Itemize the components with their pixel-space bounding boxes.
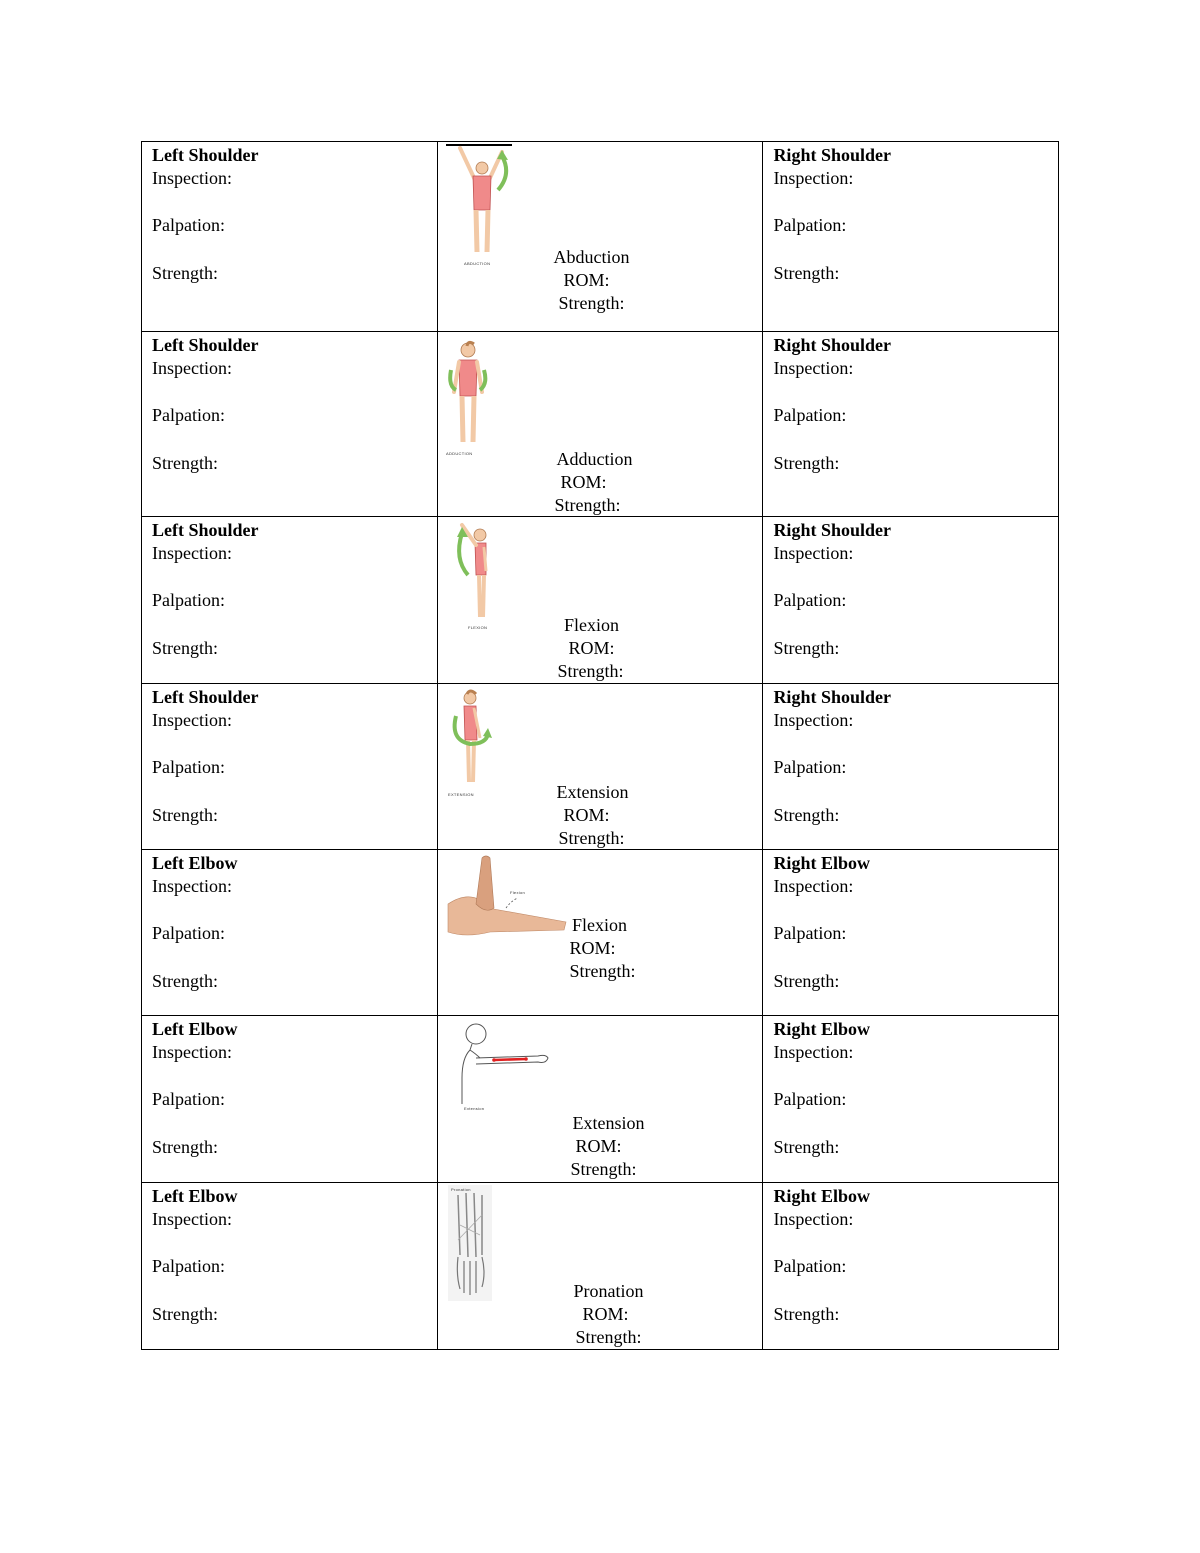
inspection-label: Inspection:: [152, 543, 232, 563]
strength-label: Strength:: [152, 971, 218, 991]
strength-label: Strength:: [773, 971, 840, 991]
inspection-label: Inspection:: [773, 168, 854, 188]
left-cell: [142, 517, 438, 684]
movement-strength-label: Strength:: [570, 1159, 637, 1179]
left-cell: [142, 1183, 438, 1350]
table-row: [142, 684, 1059, 850]
palpation-label: Palpation:: [773, 757, 847, 777]
joint-title: Right Elbow: [773, 1019, 870, 1039]
left-cell: [142, 332, 438, 517]
figure-caption: Extension: [463, 1106, 484, 1111]
joint-title: Left Elbow: [152, 853, 238, 873]
palpation-label: Palpation:: [152, 1089, 225, 1109]
joint-title: Right Elbow: [773, 1186, 870, 1206]
inspection-label: Inspection:: [152, 876, 232, 896]
figure-caption: Flexion: [509, 890, 525, 895]
palpation-label: Palpation:: [773, 215, 847, 235]
rom-label: ROM:: [582, 1304, 629, 1324]
movement-name: Adduction: [556, 449, 633, 469]
joint-title: Right Shoulder: [773, 145, 891, 165]
movement-text: [550, 914, 650, 983]
figure-caption: ABDUCTION: [463, 261, 490, 266]
right-cell: [763, 1016, 1059, 1183]
table-row: [142, 332, 1059, 517]
palpation-label: Palpation:: [152, 757, 225, 777]
inspection-label: Inspection:: [152, 710, 232, 730]
movement-text: [554, 1280, 664, 1349]
shoulder-abduction-figure-icon: [446, 144, 516, 269]
right-cell: [763, 1183, 1059, 1350]
figure-caption: Pronation: [450, 1187, 471, 1192]
shoulder-extension-figure-icon: [446, 686, 506, 798]
table-row: [142, 1183, 1059, 1350]
movement-cell: [437, 1016, 763, 1183]
palpation-label: Palpation:: [773, 590, 847, 610]
inspection-label: Inspection:: [773, 710, 854, 730]
left-cell: [142, 850, 438, 1016]
table-row: [142, 142, 1059, 332]
movement-strength-label: Strength:: [575, 1327, 642, 1347]
table-row: [142, 517, 1059, 684]
palpation-label: Palpation:: [152, 923, 225, 943]
joint-title: Right Elbow: [773, 853, 870, 873]
strength-label: Strength:: [773, 1137, 840, 1157]
joint-title: Right Shoulder: [773, 520, 891, 540]
movement-cell: [437, 332, 763, 517]
figure-caption: ADDUCTION: [445, 451, 473, 456]
elbow-extension-figure-icon: [446, 1018, 556, 1113]
strength-label: Strength:: [773, 638, 840, 658]
palpation-label: Palpation:: [773, 1256, 847, 1276]
movement-strength-label: Strength:: [554, 495, 621, 515]
joint-title: Right Shoulder: [773, 335, 891, 355]
strength-label: Strength:: [773, 805, 840, 825]
movement-cell: [437, 517, 763, 684]
movement-text: [542, 614, 642, 683]
table-row: [142, 1016, 1059, 1183]
palpation-label: Palpation:: [152, 590, 225, 610]
movement-name: Abduction: [553, 247, 630, 267]
strength-label: Strength:: [152, 1137, 218, 1157]
rom-label: ROM:: [569, 938, 616, 958]
shoulder-flexion-figure-icon: [446, 519, 506, 631]
left-cell: [142, 142, 438, 332]
figure-caption: EXTENSION: [447, 792, 474, 797]
movement-cell: [437, 1183, 763, 1350]
rom-label: ROM:: [575, 1136, 622, 1156]
palpation-label: Palpation:: [773, 923, 847, 943]
rom-label: ROM:: [563, 805, 610, 825]
right-cell: [763, 684, 1059, 850]
joint-title: Left Shoulder: [152, 145, 259, 165]
joint-title: Left Shoulder: [152, 687, 259, 707]
shoulder-adduction-figure-icon: [446, 334, 506, 459]
inspection-label: Inspection:: [152, 168, 232, 188]
movement-cell: [437, 850, 763, 1016]
figure-caption: FLEXION: [467, 625, 487, 630]
inspection-label: Inspection:: [152, 1042, 232, 1062]
palpation-label: Palpation:: [773, 1089, 847, 1109]
inspection-label: Inspection:: [773, 1042, 854, 1062]
right-cell: [763, 142, 1059, 332]
inspection-label: Inspection:: [773, 1209, 854, 1229]
movement-name: Extension: [556, 782, 629, 802]
joint-title: Left Shoulder: [152, 335, 259, 355]
joint-title: Right Shoulder: [773, 687, 891, 707]
strength-label: Strength:: [152, 638, 218, 658]
left-cell: [142, 1016, 438, 1183]
movement-text: [538, 781, 648, 850]
exam-table: [141, 141, 1059, 1350]
movement-name: Pronation: [573, 1281, 644, 1301]
joint-title: Left Elbow: [152, 1019, 238, 1039]
strength-label: Strength:: [152, 453, 218, 473]
rom-label: ROM:: [563, 270, 610, 290]
rom-label: ROM:: [560, 472, 607, 492]
right-cell: [763, 332, 1059, 517]
movement-strength-label: Strength:: [558, 293, 625, 313]
joint-title: Left Shoulder: [152, 520, 259, 540]
right-cell: [763, 517, 1059, 684]
forearm-pronation-sketch-icon: [446, 1185, 496, 1303]
movement-strength-label: Strength:: [558, 828, 625, 848]
inspection-label: Inspection:: [773, 876, 854, 896]
palpation-label: Palpation:: [152, 1256, 225, 1276]
table-row: [142, 850, 1059, 1016]
inspection-label: Inspection:: [773, 543, 854, 563]
inspection-label: Inspection:: [773, 358, 854, 378]
movement-strength-label: Strength:: [557, 661, 624, 681]
movement-text: [532, 246, 652, 315]
palpation-label: Palpation:: [152, 405, 225, 425]
palpation-label: Palpation:: [152, 215, 225, 235]
strength-label: Strength:: [152, 263, 218, 283]
movement-text: [554, 1112, 664, 1181]
joint-title: Left Elbow: [152, 1186, 238, 1206]
movement-name: Flexion: [572, 915, 628, 935]
strength-label: Strength:: [152, 1304, 218, 1324]
strength-label: Strength:: [773, 263, 840, 283]
inspection-label: Inspection:: [152, 358, 232, 378]
movement-cell: [437, 142, 763, 332]
left-cell: [142, 684, 438, 850]
rom-label: ROM:: [568, 638, 615, 658]
movement-name: Extension: [572, 1113, 645, 1133]
movement-name: Flexion: [564, 615, 620, 635]
movement-text: [540, 448, 650, 517]
movement-cell: [437, 684, 763, 850]
palpation-label: Palpation:: [773, 405, 847, 425]
inspection-label: Inspection:: [152, 1209, 232, 1229]
strength-label: Strength:: [773, 1304, 840, 1324]
movement-strength-label: Strength:: [569, 961, 636, 981]
strength-label: Strength:: [773, 453, 840, 473]
right-cell: [763, 850, 1059, 1016]
strength-label: Strength:: [152, 805, 218, 825]
